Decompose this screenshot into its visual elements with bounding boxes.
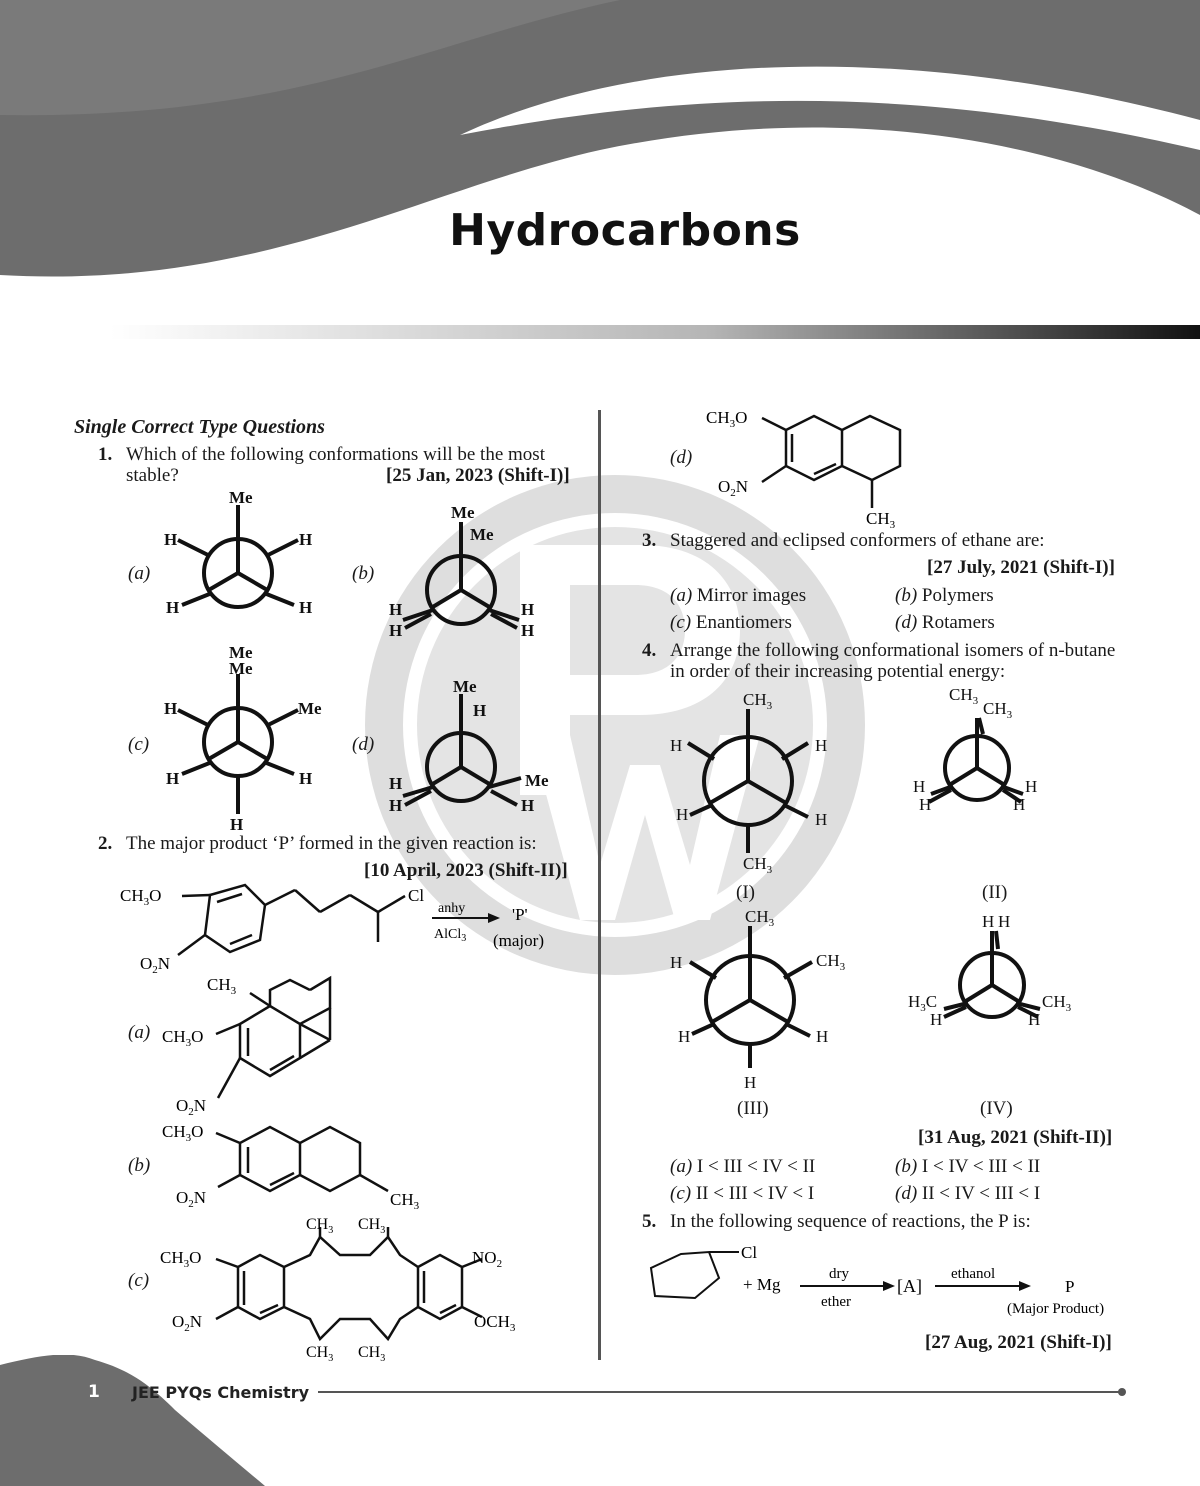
section-heading: Single Correct Type Questions — [74, 416, 325, 438]
svg-text:CH3: $CH_3$ — [816, 951, 846, 973]
q5-number: 5. — [642, 1211, 657, 1232]
q4-option-c: (c) II < III < IV < I — [670, 1183, 815, 1204]
svg-text:CH3O: $CH_3O$ — [162, 1122, 204, 1144]
q4-isomer-i-newman — [660, 685, 840, 885]
svg-text:H: H — [389, 796, 403, 815]
svg-text:H: H — [164, 699, 178, 718]
svg-text:H: H — [521, 796, 535, 815]
svg-text:O2N: $O_2N$ — [172, 1312, 203, 1334]
svg-text:H: H — [1025, 777, 1038, 796]
svg-text:Me: Me — [525, 771, 549, 790]
svg-text:H: H — [230, 815, 244, 832]
q4-label-iii: (III) — [737, 1098, 769, 1119]
svg-text:(Major Product): (Major Product) — [1007, 1301, 1105, 1317]
svg-text:CH3: $CH_3$ — [743, 854, 773, 876]
svg-text:H: H — [919, 795, 932, 814]
q3-option-b: (b) Polymers — [895, 585, 994, 606]
svg-text:anhy: anhy — [438, 901, 466, 916]
svg-text:Cl: Cl — [741, 1243, 758, 1262]
q3-option-d: (d) Rotamers — [895, 612, 995, 633]
q1-option-b: (b) — [352, 563, 375, 584]
q4-text-line1: Arrange the following conformational isomers of n-butane — [670, 640, 1116, 661]
svg-text:O2N: $O_2N$ — [140, 954, 171, 976]
newman-projection-q1c — [150, 642, 340, 832]
svg-text:Me: Me — [453, 677, 477, 696]
page-title: Hydrocarbons — [449, 205, 801, 256]
newman-projection-q1d — [375, 672, 565, 822]
svg-text:AlCl3: AlCl$_3$ — [434, 927, 467, 944]
svg-text:H: H — [815, 736, 828, 755]
svg-text:H: H — [913, 777, 926, 796]
svg-text:H: H — [164, 530, 178, 549]
svg-text:dry: dry — [829, 1266, 849, 1282]
svg-text:CH3: $CH_3$ — [390, 1190, 420, 1212]
svg-text:Me: Me — [470, 525, 494, 544]
svg-text:[A]: [A] — [897, 1276, 922, 1296]
q4-label-ii: (II) — [982, 882, 1008, 903]
q2-option-b-structure — [160, 1115, 440, 1215]
svg-text:+ Mg: + Mg — [743, 1275, 781, 1294]
q2-reactant-structure — [120, 880, 590, 980]
q3-number: 3. — [642, 530, 657, 551]
svg-text:CH3O: $CH_3O$ — [162, 1027, 204, 1049]
svg-text:H: H — [670, 736, 683, 755]
q1-text-line2: stable? — [126, 465, 179, 486]
svg-text:CH3: $CH_3$ — [306, 1344, 334, 1364]
svg-text:H: H — [930, 1010, 943, 1029]
svg-text:O2N: $O_2N$ — [176, 1096, 207, 1118]
svg-text:CH3: $CH_3$ — [949, 685, 979, 707]
svg-text:H: H — [299, 769, 313, 788]
newman-projection-q1b — [375, 500, 555, 645]
q1-number: 1. — [98, 444, 113, 465]
svg-text:CH3O: $CH_3O$ — [160, 1248, 202, 1270]
svg-text:CH3O: $CH_3O$ — [706, 408, 748, 430]
q3-source: [27 July, 2021 (Shift-I)] — [927, 557, 1115, 578]
svg-text:H: H — [521, 621, 535, 640]
svg-text:CH3: $CH_3$ — [745, 907, 775, 929]
footer-decoration — [0, 1355, 1200, 1486]
svg-text:P: P — [1065, 1277, 1075, 1296]
q3-option-c: (c) Enantiomers — [670, 612, 792, 633]
q4-number: 4. — [642, 640, 657, 661]
q2-option-b: (b) — [128, 1155, 151, 1176]
q4-option-a: (a) I < III < IV < II — [670, 1156, 816, 1177]
svg-text:CH3: $CH_3$ — [358, 1216, 386, 1236]
q4-label-i: (I) — [736, 882, 755, 903]
svg-text:ethanol: ethanol — [951, 1266, 996, 1282]
svg-text:H: H — [1013, 795, 1026, 814]
q4-isomer-ii-newman — [905, 682, 1055, 832]
svg-text:'P': 'P' — [512, 905, 528, 924]
q4-isomer-iii-newman — [660, 900, 860, 1100]
svg-text:CH3O: $CH_3O$ — [120, 886, 162, 908]
header-banner — [0, 0, 1200, 345]
svg-text:(major): (major) — [493, 931, 544, 950]
q2-option-c: (c) — [128, 1270, 150, 1291]
newman-projection-q1a — [150, 485, 340, 625]
svg-text:O2N: $O_2N$ — [176, 1188, 207, 1210]
svg-text:H: H — [744, 1073, 757, 1092]
svg-text:H: H — [521, 600, 535, 619]
svg-text:Me: Me — [298, 699, 322, 718]
svg-text:H: H — [299, 598, 313, 617]
svg-text:Me: Me — [229, 659, 253, 678]
svg-text:H: H — [1028, 1010, 1041, 1029]
svg-text:H: H — [670, 953, 683, 972]
svg-text:CH3: $CH_3$ — [306, 1216, 334, 1236]
column-divider — [598, 410, 601, 1360]
q2-option-d-structure — [700, 400, 930, 530]
svg-text:H: H — [299, 530, 313, 549]
q1-option-c: (c) — [128, 734, 150, 755]
svg-text:NO2: $NO_2$ — [472, 1248, 503, 1270]
q2-text: The major product ‘P’ formed in the given reaction is: — [126, 833, 537, 854]
q2-option-c-structure — [160, 1215, 540, 1365]
svg-text:O2N: $O_2N$ — [718, 477, 749, 499]
q1-text-line1: Which of the following conformations will be the most — [126, 444, 545, 465]
q3-text: Staggered and eclipsed conformers of ethane are: — [670, 530, 1045, 551]
svg-text:H: H — [998, 912, 1011, 931]
svg-text:Me: Me — [229, 643, 253, 662]
q4-option-b: (b) I < IV < III < II — [895, 1156, 1041, 1177]
svg-text:H: H — [982, 912, 995, 931]
svg-text:Me: Me — [229, 488, 253, 507]
svg-text:CH3: $CH_3$ — [743, 690, 773, 712]
svg-text:CH3: $CH_3$ — [358, 1344, 386, 1364]
svg-text:CH3: $CH_3$ — [866, 509, 896, 530]
svg-text:ether: ether — [821, 1294, 851, 1310]
q1-option-a: (a) — [128, 563, 151, 584]
q2-option-d: (d) — [670, 447, 693, 468]
book-title: JEE PYQs Chemistry — [132, 1383, 310, 1402]
q2-option-a-structure — [160, 968, 360, 1118]
q2-option-a: (a) — [128, 1022, 151, 1043]
svg-text:H: H — [676, 805, 689, 824]
svg-text:Cl: Cl — [408, 886, 425, 905]
q4-text-line2: in order of their increasing potential energy: — [670, 661, 1006, 682]
q4-option-d: (d) II < IV < III < I — [895, 1183, 1041, 1204]
q5-text: In the following sequence of reactions, the P is: — [670, 1211, 1031, 1232]
q3-option-a: (a) Mirror images — [670, 585, 807, 606]
q5-reaction-scheme — [645, 1238, 1135, 1323]
q2-source: [10 April, 2023 (Shift-II)] — [364, 860, 568, 881]
svg-text:H: H — [389, 600, 403, 619]
q1-option-d: (d) — [352, 734, 375, 755]
svg-text:H: H — [815, 810, 828, 829]
svg-text:H: H — [816, 1027, 829, 1046]
page-number: 1 — [88, 1382, 100, 1402]
q1-source: [25 Jan, 2023 (Shift-I)] — [386, 465, 570, 486]
svg-text:CH3: $CH_3$ — [983, 699, 1013, 721]
svg-text:H: H — [473, 701, 487, 720]
q4-label-iv: (IV) — [980, 1098, 1013, 1119]
svg-text:H: H — [166, 769, 180, 788]
svg-text:CH3: $CH_3$ — [207, 975, 237, 997]
svg-text:CH3: $CH_3$ — [1042, 992, 1072, 1014]
svg-text:H3C: $H_3C$ — [908, 992, 938, 1014]
q4-isomer-iv-newman — [900, 905, 1080, 1045]
svg-text:H: H — [166, 598, 180, 617]
svg-text:H: H — [389, 774, 403, 793]
q5-source: [27 Aug, 2021 (Shift-I)] — [925, 1332, 1112, 1353]
svg-text:Me: Me — [451, 503, 475, 522]
q4-source: [31 Aug, 2021 (Shift-II)] — [918, 1127, 1113, 1148]
svg-text:H: H — [389, 621, 403, 640]
svg-text:OCH3: $OCH_3$ — [474, 1312, 516, 1334]
svg-text:H: H — [678, 1027, 691, 1046]
q2-number: 2. — [98, 833, 113, 854]
